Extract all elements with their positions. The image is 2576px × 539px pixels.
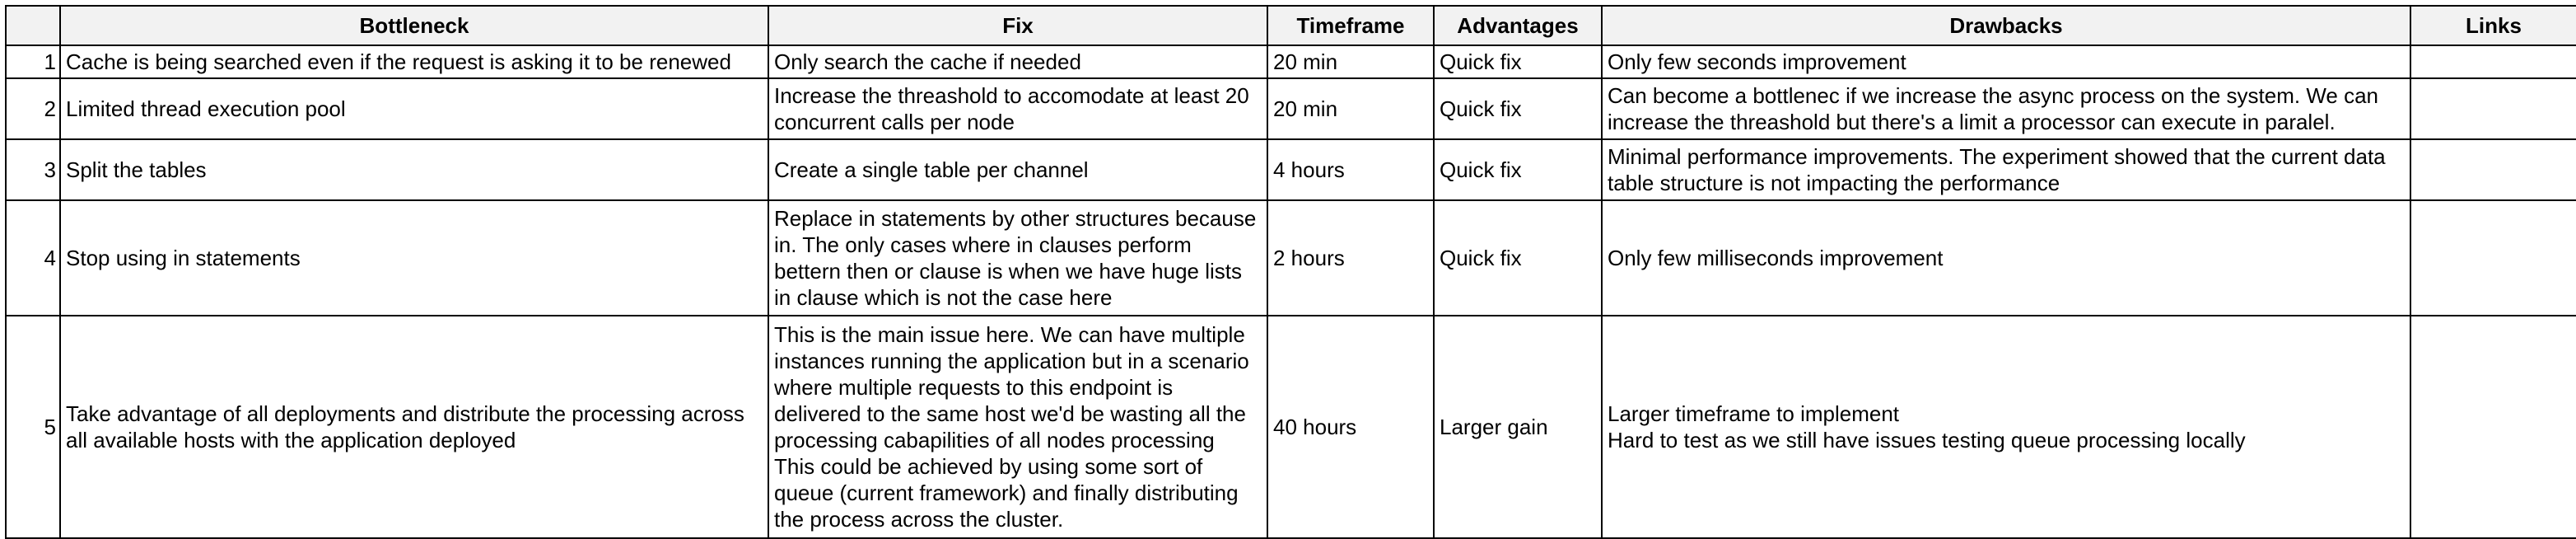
table-row bbox=[6, 78, 2576, 139]
fix-cell[interactable]: Only search the cache if needed bbox=[768, 45, 1267, 78]
table-row bbox=[6, 316, 2576, 538]
bottleneck-cell[interactable]: Split the tables bbox=[60, 139, 768, 200]
header-bottleneck[interactable]: Bottleneck bbox=[60, 6, 768, 45]
fix-cell[interactable]: This is the main issue here. We can have multiple instances running the application but in a scenario where multiple requests to this endpoint is delivered to the same host we'd be wasting all the processing cabapilities of all nodes processing This could be achieved by using some sort of queue (current framework) and finally distributing the process across the cluster. bbox=[768, 316, 1267, 538]
header-timeframe[interactable]: Timeframe bbox=[1267, 6, 1434, 45]
table-row bbox=[6, 200, 2576, 316]
bottleneck-cell[interactable]: Limited thread execution pool bbox=[60, 78, 768, 139]
row-number-cell[interactable]: 2 bbox=[6, 78, 60, 139]
header-advantages[interactable]: Advantages bbox=[1434, 6, 1602, 45]
links-cell[interactable] bbox=[2410, 316, 2576, 538]
advantages-cell[interactable]: Quick fix bbox=[1434, 200, 1602, 316]
advantages-cell[interactable]: Quick fix bbox=[1434, 78, 1602, 139]
header-row bbox=[6, 6, 2576, 45]
advantages-cell[interactable]: Larger gain bbox=[1434, 316, 1602, 538]
drawbacks-cell[interactable]: Larger timeframe to implement Hard to test as we still have issues testing queue processing locally bbox=[1602, 316, 2410, 538]
table-row bbox=[6, 45, 2576, 78]
timeframe-cell[interactable]: 2 hours bbox=[1267, 200, 1434, 316]
timeframe-cell[interactable]: 4 hours bbox=[1267, 139, 1434, 200]
links-cell[interactable] bbox=[2410, 45, 2576, 78]
fix-cell[interactable]: Increase the threashold to accomodate at least 20 concurrent calls per node bbox=[768, 78, 1267, 139]
timeframe-cell[interactable]: 40 hours bbox=[1267, 316, 1434, 538]
advantages-cell[interactable]: Quick fix bbox=[1434, 45, 1602, 78]
links-cell[interactable] bbox=[2410, 78, 2576, 139]
timeframe-cell[interactable]: 20 min bbox=[1267, 45, 1434, 78]
links-cell[interactable] bbox=[2410, 139, 2576, 200]
links-cell[interactable] bbox=[2410, 200, 2576, 316]
drawbacks-cell[interactable]: Only few milliseconds improvement bbox=[1602, 200, 2410, 316]
row-number-cell[interactable]: 3 bbox=[6, 139, 60, 200]
row-number-cell[interactable]: 5 bbox=[6, 316, 60, 538]
row-number-cell[interactable]: 1 bbox=[6, 45, 60, 78]
row-number-cell[interactable]: 4 bbox=[6, 200, 60, 316]
bottleneck-cell[interactable]: Cache is being searched even if the request is asking it to be renewed bbox=[60, 45, 768, 78]
header-links[interactable]: Links bbox=[2410, 6, 2576, 45]
header-number[interactable] bbox=[6, 6, 60, 45]
timeframe-cell[interactable]: 20 min bbox=[1267, 78, 1434, 139]
fix-cell[interactable]: Replace in statements by other structures because in. The only cases where in clauses perform bettern then or clause is when we have huge lists in clause which is not the case here bbox=[768, 200, 1267, 316]
bottleneck-table bbox=[5, 5, 2576, 539]
header-drawbacks[interactable]: Drawbacks bbox=[1602, 6, 2410, 45]
advantages-cell[interactable]: Quick fix bbox=[1434, 139, 1602, 200]
table-row bbox=[6, 139, 2576, 200]
fix-cell[interactable]: Create a single table per channel bbox=[768, 139, 1267, 200]
drawbacks-cell[interactable]: Can become a bottlenec if we increase the async process on the system. We can increase the threashold but there's a limit a processor can execute in paralel. bbox=[1602, 78, 2410, 139]
bottleneck-cell[interactable]: Stop using in statements bbox=[60, 200, 768, 316]
drawbacks-cell[interactable]: Minimal performance improvements. The experiment showed that the current data table structure is not impacting the performance bbox=[1602, 139, 2410, 200]
header-fix[interactable]: Fix bbox=[768, 6, 1267, 45]
drawbacks-cell[interactable]: Only few seconds improvement bbox=[1602, 45, 2410, 78]
bottleneck-cell[interactable]: Take advantage of all deployments and distribute the processing across all available hosts with the application deployed bbox=[60, 316, 768, 538]
